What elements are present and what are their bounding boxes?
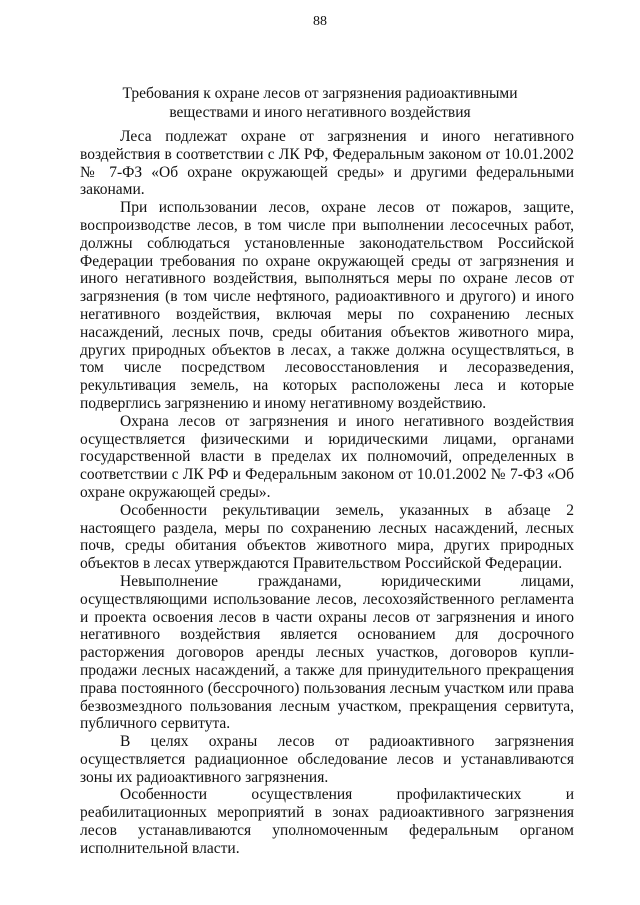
paragraph-6: В целях охраны лесов от радиоактивного загрязнения осуществляется радиационное обследование лесов и устанавливаются зоны их радиоактивного загрязнения. [80,733,574,786]
paragraph-1: Леса подлежат охране от загрязнения и иного негативного воздействия в соответствии с ЛК РФ, Федеральным законом от 10.01.2002 № 7-ФЗ «Об охране окружающей среды» и другими федеральными законами. [80,128,574,199]
section-title-line-1: Требования к охране лесов от загрязнения радиоактивными [122,85,518,102]
paragraph-3: Охрана лесов от загрязнения и иного негативного воздействия осуществляется физическими и юридическими лицами, органами государственной власти в пределах их полномочий, определенных в соответствии с ЛК РФ и Федеральным законом от 10.01.2002 № 7-ФЗ «Об охране окружающей среды». [80,412,574,501]
section-title-line-2: веществами и иного негативного воздействия [169,104,471,121]
paragraph-2: При использовании лесов, охране лесов от пожаров, защите, воспроизводстве лесов, в том числе при выполнении лесосечных работ, должны соблюдаться установленные законодательством Российской Федерации требования по охране окружающей среды от загрязнения и иного негативного воздействия, выполняться меры по охране лесов от загрязнения (в том числе нефтяного, радиоактивного и другого) и иного негативного воздействия, включая меры по сохранению лесных насаждений, лесных почв, среды обитания объектов животного мира, других природных объектов в лесах, а также должна осуществляться, в том числе посредством лесовосстановления и лесоразведения, рекультивация земель, на которых расположены леса и которые подверглись загрязнению и иному негативному воздействию. [80,199,574,412]
paragraph-7: Особенности осуществления профилактических и реабилитационных мероприятий в зонах радиоактивного загрязнения лесов устанавливаются уполномоченным федеральным органом исполнительной власти. [80,786,574,857]
page-number: 88 [313,14,327,29]
paragraph-4: Особенности рекультивации земель, указанных в абзаце 2 настоящего раздела, меры по сохранению лесных насаждений, лесных почв, среды обитания объектов животного мира, других природных объектов в лесах утверждаются Правительством Российской Федерации. [80,501,574,573]
document-body [80,128,574,858]
section-title [80,84,560,122]
paragraph-5: Невыполнение гражданами, юридическими лицами, осуществляющими использование лесов, лесохозяйственного регламента и проекта освоения лесов в части охраны лесов от загрязнения и иного негативного воздействия является основанием для досрочного расторжения договоров аренды лесных участков, договоров купли-продажи лесных насаждений, а также для принудительного прекращения права постоянного (бессрочного) пользования лесным участком или права безвозмездного пользования лесным участком, прекращения сервитута, публичного сервитута. [80,572,574,733]
